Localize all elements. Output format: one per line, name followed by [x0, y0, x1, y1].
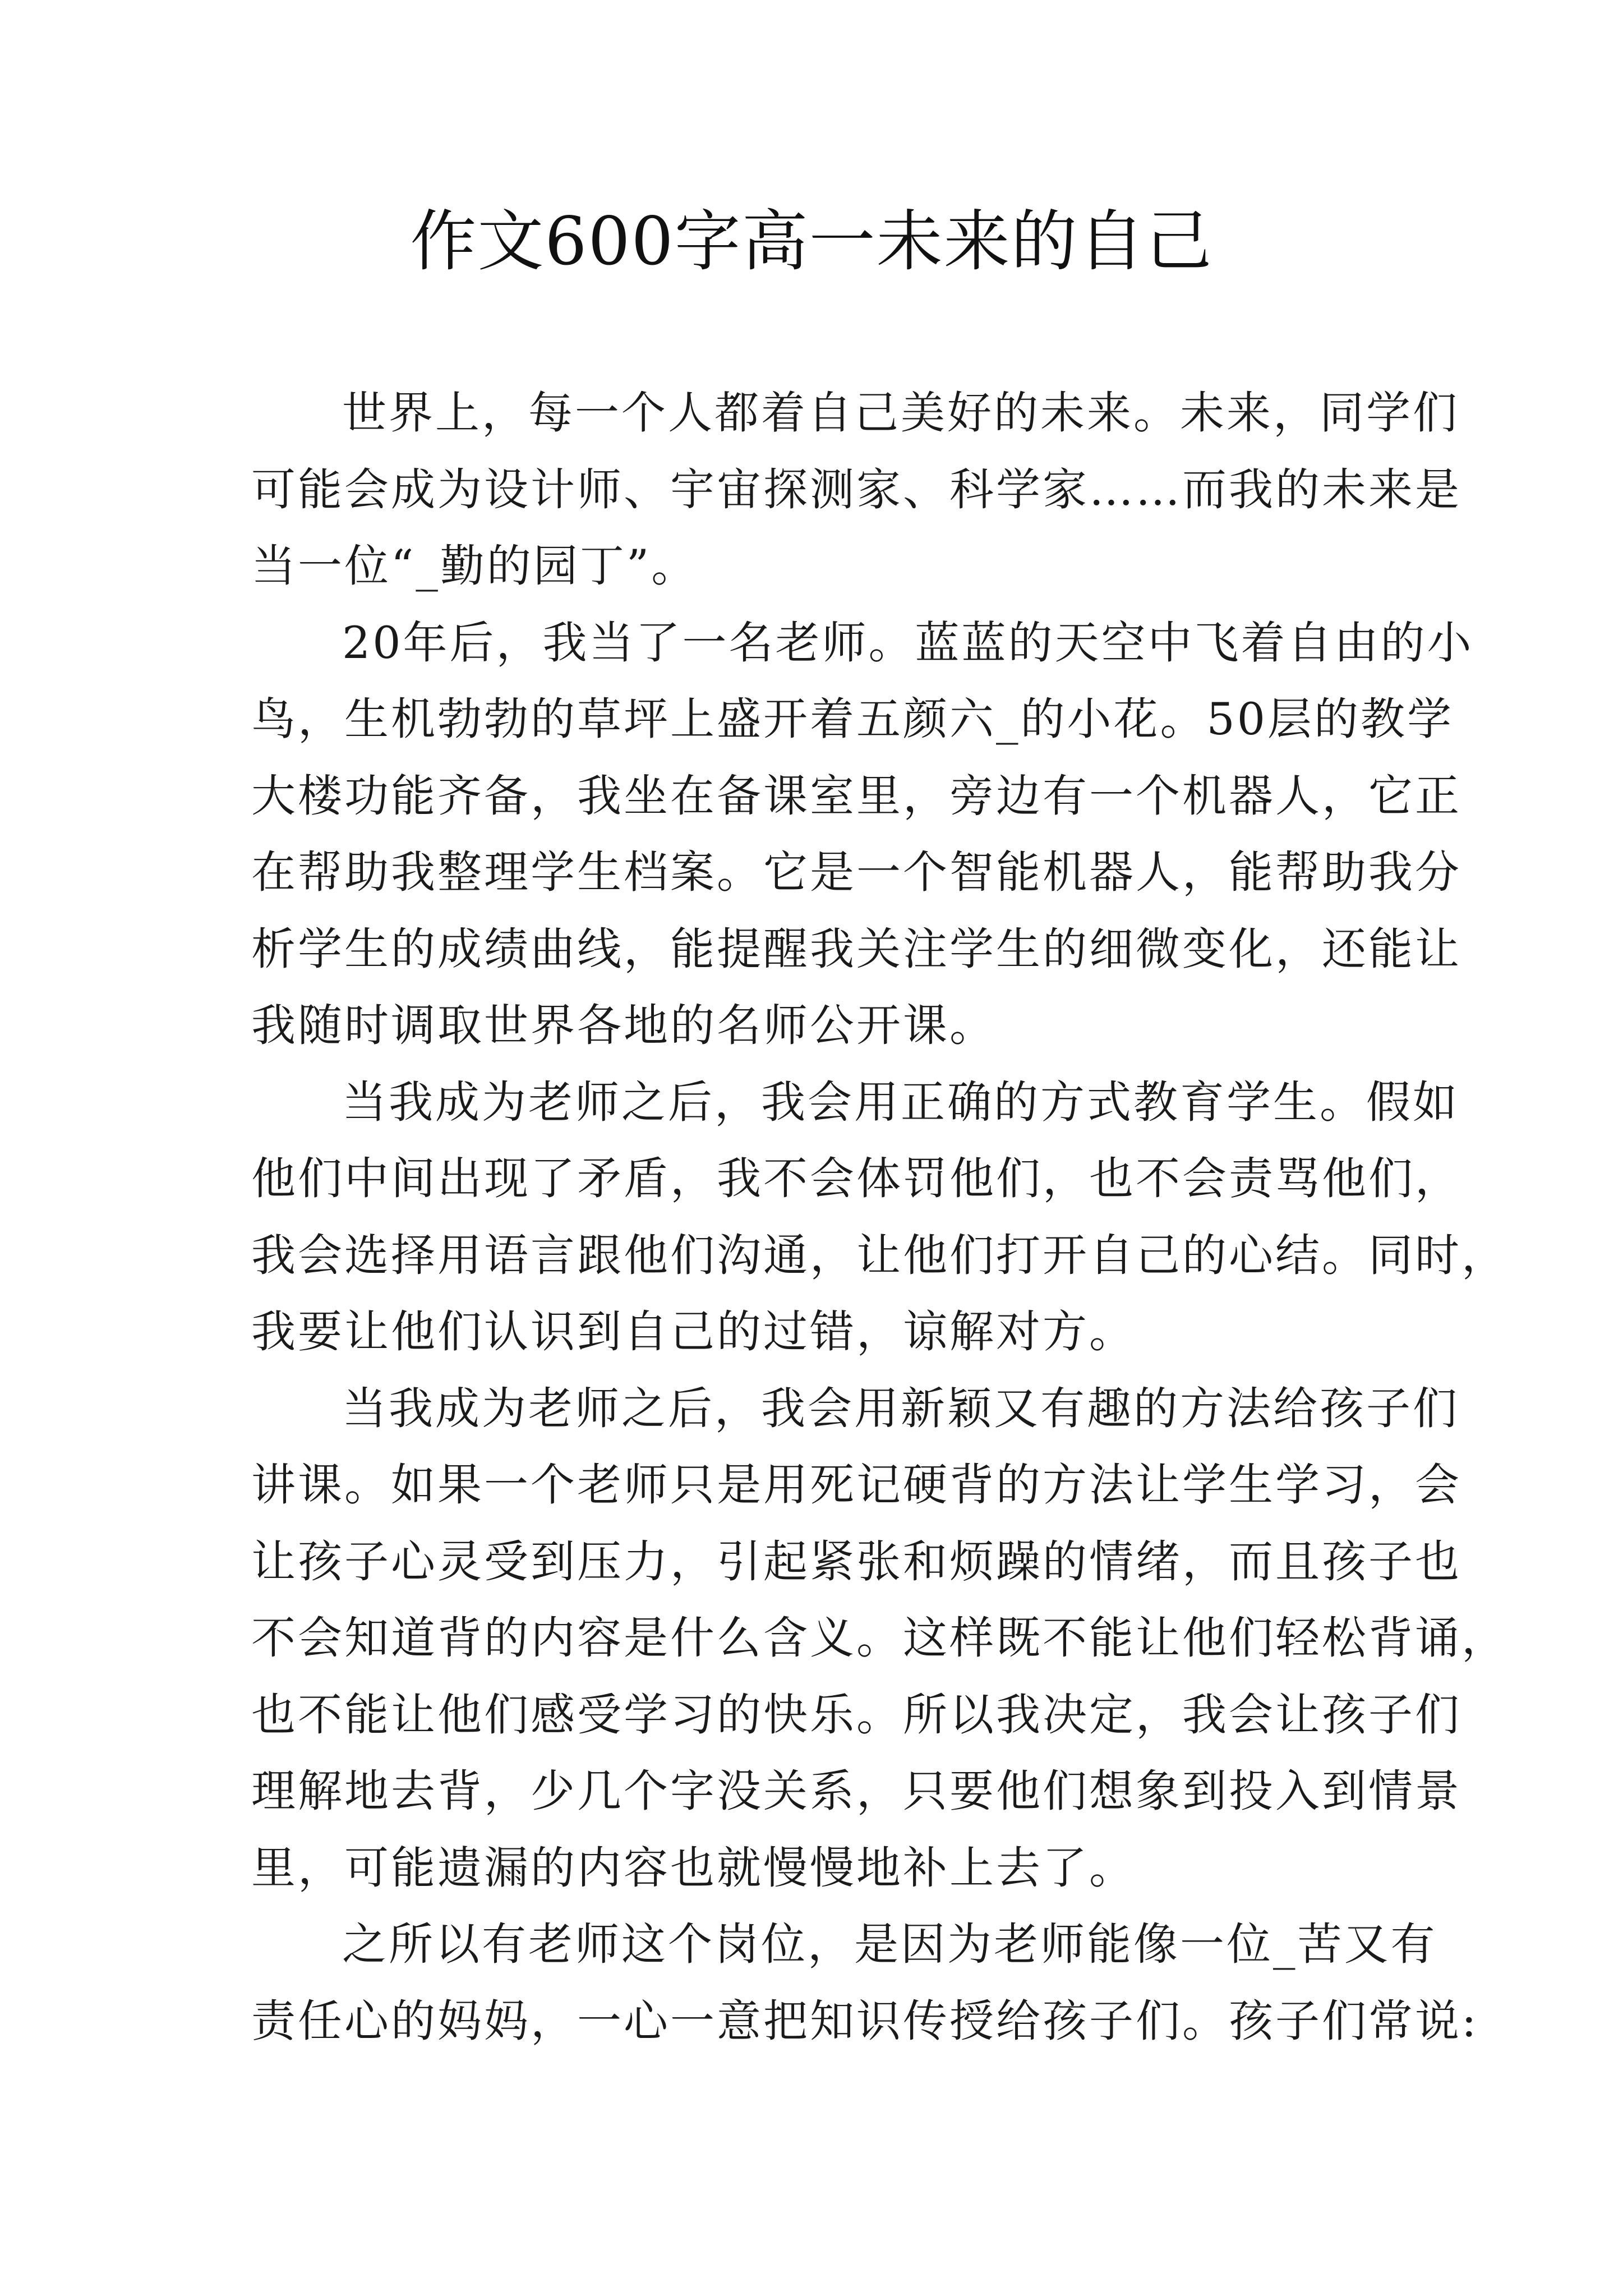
body-line: 当我成为老师之后，我会用新颖又有趣的方法给孩子们 [342, 1382, 1459, 1434]
body-line: 之所以有老师这个岗位，是因为老师能像一位_苦又有 [342, 1918, 1437, 1970]
body-line: 讲课。如果一个老师只是用死记硬背的方法让学生学习，会 [251, 1459, 1461, 1511]
body-line: 可能会成为设计师、宇宙探测家、科学家……而我的未来是 [251, 463, 1461, 516]
body-line: 在帮助我整理学生档案。它是一个智能机器人，能帮助我分 [251, 846, 1461, 898]
body-line: 他们中间出现了矛盾，我不会体罚他们，也不会责骂他们， [251, 1153, 1461, 1204]
body-line: 也不能让他们感受学习的快乐。所以我决定，我会让孩子们 [251, 1688, 1461, 1741]
body-line: 我会选择用语言跟他们沟通，让他们打开自己的心结。同时， [251, 1229, 1508, 1281]
body-line: 让孩子心灵受到压力，引起紧张和烦躁的情绪，而且孩子也 [251, 1535, 1461, 1588]
body-line: 责任心的妈妈，一心一意把知识传授给孩子们。孩子们常说: [251, 1995, 1479, 2047]
body-line: 当我成为老师之后，我会用正确的方式教育学生。假如 [342, 1076, 1459, 1128]
body-line: 析学生的成绩曲线，能提醒我关注学生的细微变化，还能让 [251, 923, 1461, 975]
document-title: 作文600字高一未来的自己 [410, 203, 1213, 280]
body-line: 我随时调取世界各地的名师公开课。 [251, 1000, 996, 1051]
body-line: 我要让他们认识到自己的过错，谅解对方。 [251, 1306, 1136, 1358]
body-line: 不会知道背的内容是什么含义。这样既不能让他们轻松背诵， [251, 1612, 1508, 1664]
body-line: 20年后，我当了一名老师。蓝蓝的天空中飞着自由的小 [342, 616, 1474, 669]
body-line: 鸟，生机勃勃的草坪上盛开着五颜六_的小花。50层的教学 [251, 693, 1454, 745]
body-line: 世界上，每一个人都着自己美好的未来。未来，同学们 [342, 387, 1459, 439]
document-body [251, 375, 1508, 2059]
body-line: 理解地去背，少几个字没关系，只要他们想象到投入到情景 [251, 1765, 1461, 1817]
body-line: 里，可能遗漏的内容也就慢慢地补上去了。 [251, 1842, 1136, 1894]
body-line: 当一位“_勤的园丁”。 [251, 540, 698, 592]
body-line: 大楼功能齐备，我坐在备课室里，旁边有一个机器人，它正 [251, 770, 1461, 822]
